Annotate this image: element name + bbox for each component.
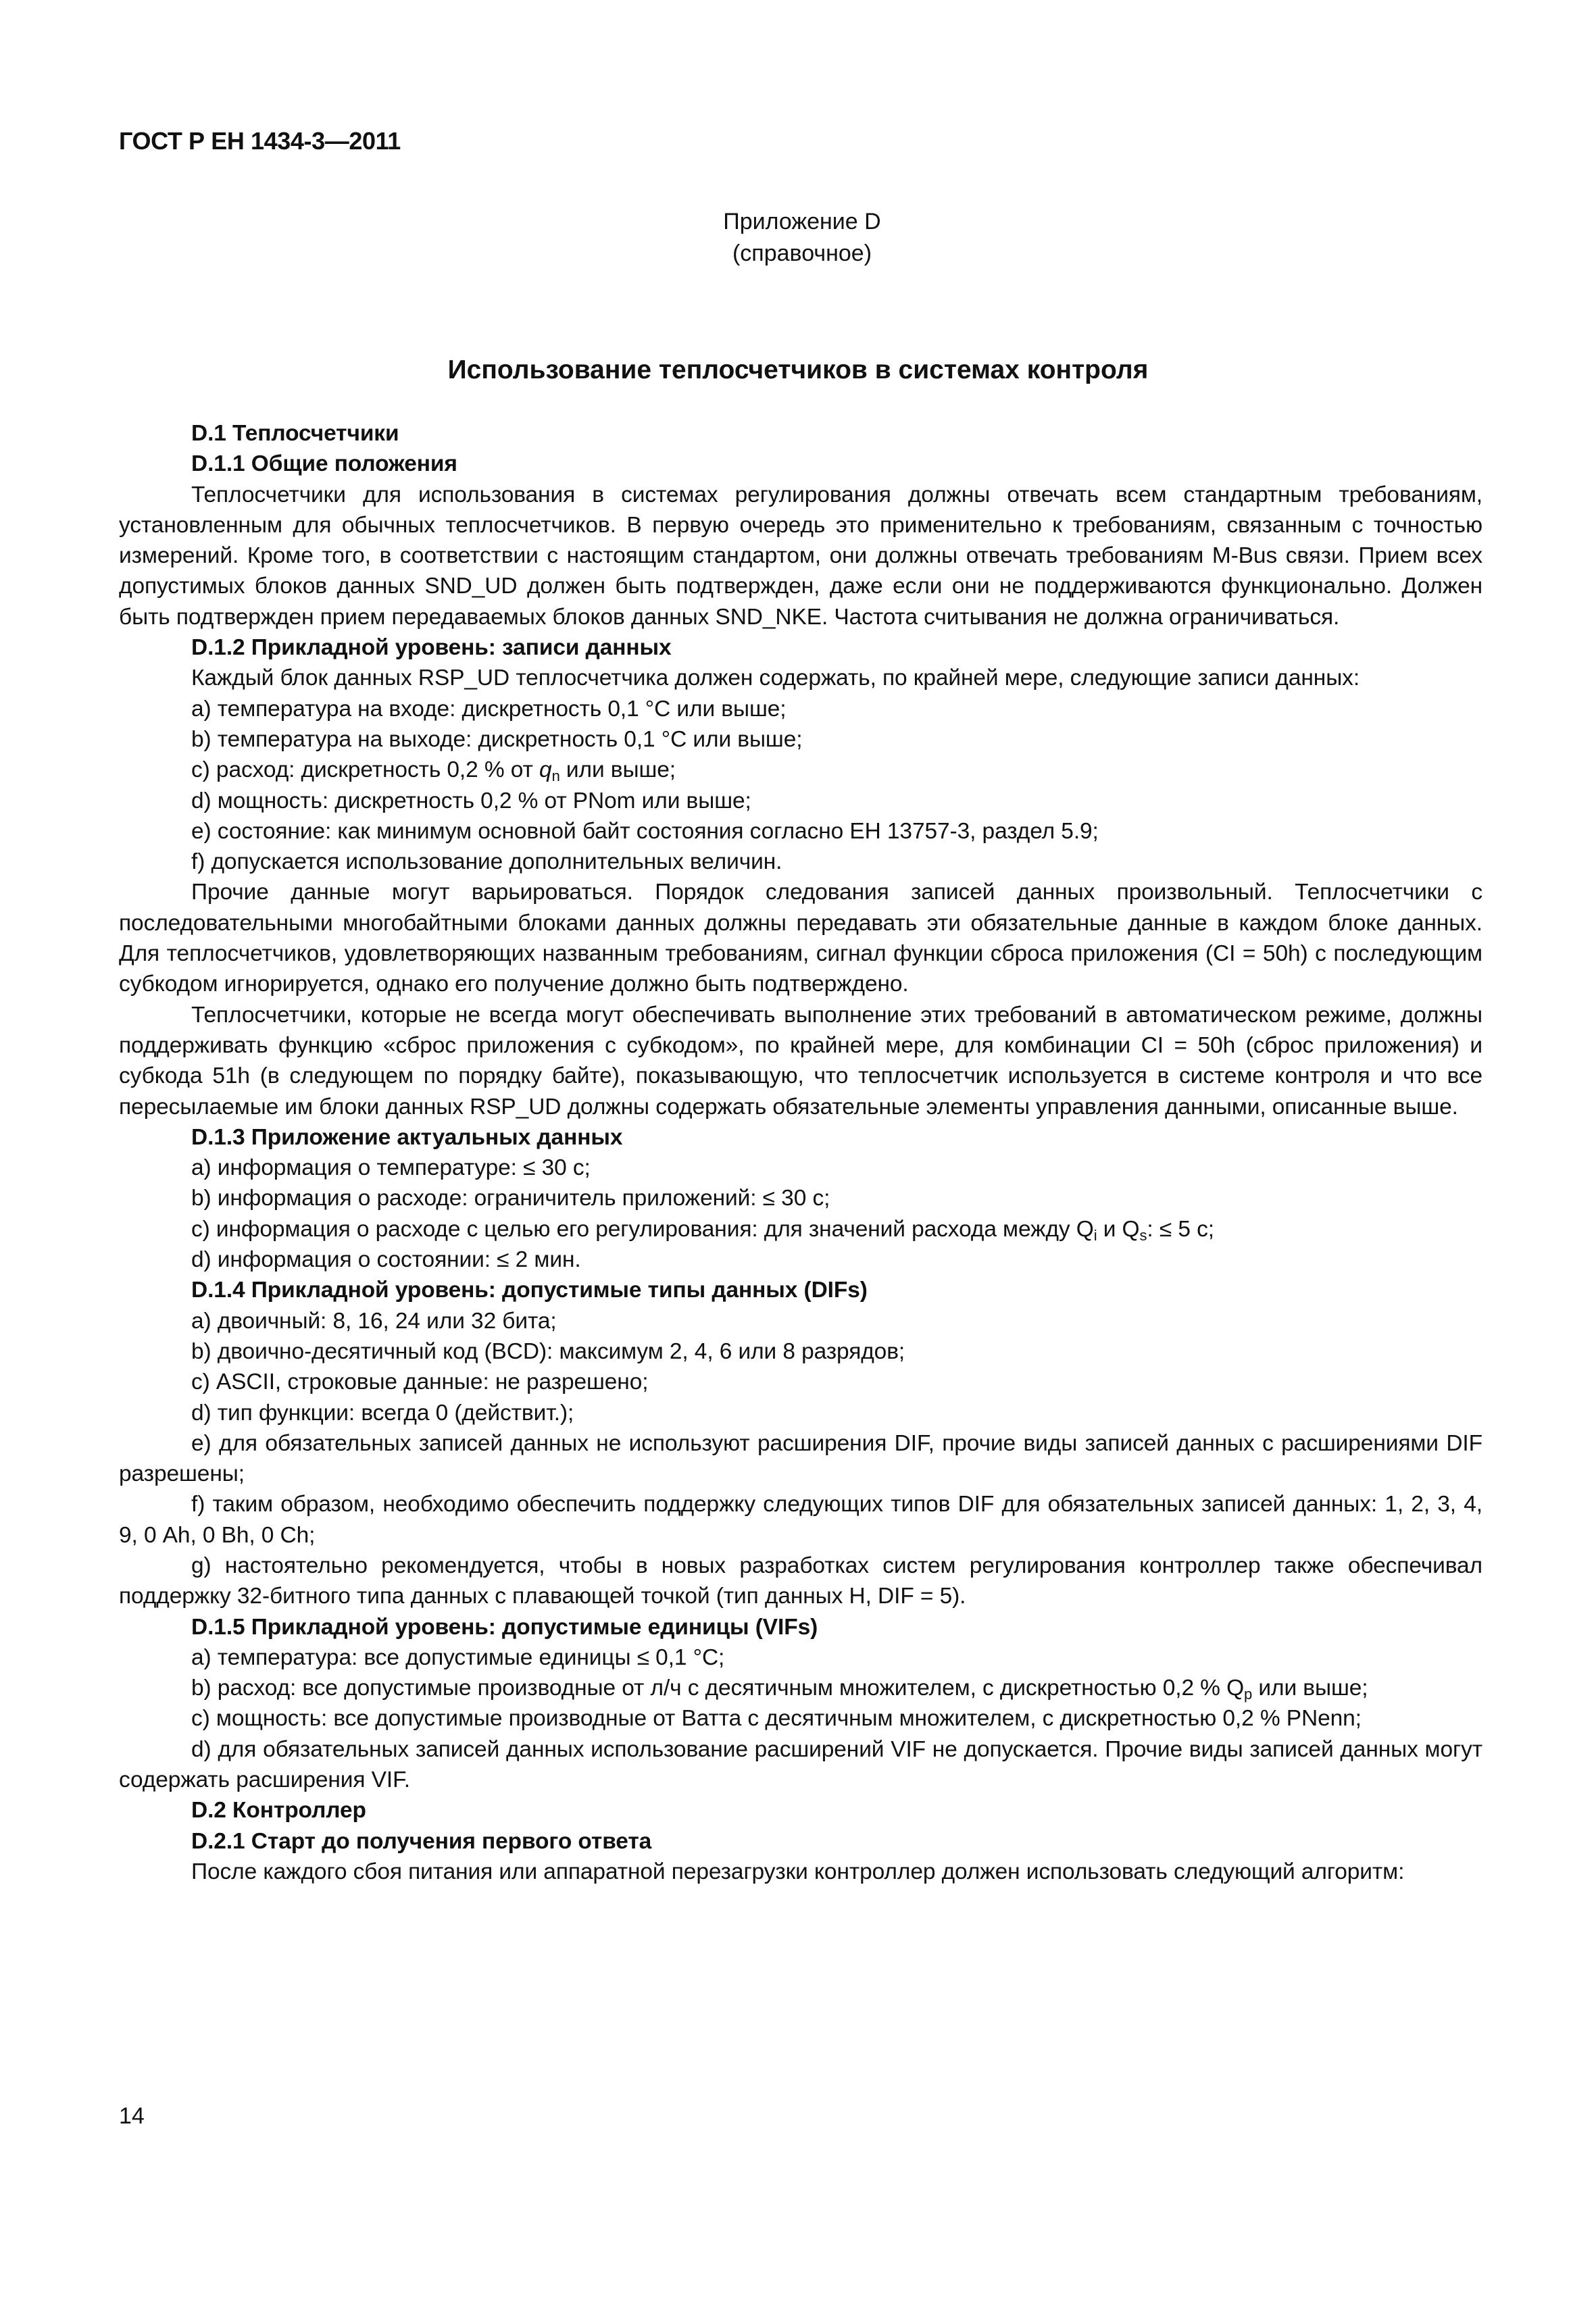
section-heading: D.2.1 Старт до получения первого ответа [191, 1828, 652, 1854]
list-item: е) состояние: как минимум основной байт состояния согласно ЕН 13757-3, раздел 5.9; [191, 818, 1099, 844]
list-item: а) температура: все допустимые единицы ≤ 0,1 °С; [191, 1644, 725, 1670]
list-item: с) информация о расходе с целью его регулирования: для значений расхода между $Q_i$ и $Q_s$: ≤ 5 с; [191, 1216, 1214, 1244]
section-heading: D.1.4 Прикладной уровень: допустимые типы данных (DIFs) [191, 1278, 868, 1303]
section-heading: D.1.3 Приложение актуальных данных [191, 1124, 623, 1150]
list-item: b) двоично-десятичный код (BCD): максимум 2, 4, 6 или 8 разрядов; [191, 1338, 905, 1364]
page-number: 14 [119, 2103, 145, 2129]
paragraph: Теплосчетчики для использования в системах регулирования должны отвечать всем стандартным требованиям, установленным для обычных теплосчетчиков. В первую очередь это применительно к требованиям, связанным с точностью измерений. Кроме того, в соответствии с настоящим стандартом, они должны отвечать требованиям M-Bus связи. Прием всех допустимых блоков данных SND_UD должен быть подтвержден, даже если они не поддерживаются функционально. Должен быть подтвержден прием передаваемых блоков данных SND_NKE. Частота считывания не должна ограничиваться. [119, 482, 1482, 630]
section-heading: D.2 Контроллер [191, 1798, 366, 1823]
appendix-label: Приложение D [723, 209, 881, 234]
list-item: f) таким образом, необходимо обеспечить поддержку следующих типов DIF для обязательных записей данных: 1, 2, 3, 4, 9, 0 Ah, 0 Bh, 0 Ch; [119, 1492, 1482, 1548]
appendix-type: (справочное) [732, 241, 872, 266]
appendix-title: Использование теплосчетчиков в системах контроля [447, 355, 1149, 384]
list-item: b) температура на выходе: дискретность 0,1 °С или выше; [191, 726, 803, 752]
list-item: b) информация о расходе: ограничитель приложений: ≤ 30 с; [191, 1186, 830, 1211]
list-item: е) для обязательных записей данных не используют расширения DIF, прочие виды записей данных с расширениями DIF разрешены; [119, 1430, 1482, 1487]
list-item: d) информация о состоянии: ≤ 2 мин. [191, 1247, 581, 1273]
section-heading: D.1.2 Прикладной уровень: записи данных [191, 635, 672, 661]
section-heading: D.1.1 Общие положения [191, 451, 457, 477]
list-item: а) информация о температуре: ≤ 30 с; [191, 1155, 591, 1181]
list-item: d) мощность: дискретность 0,2 % от PNom или выше; [191, 788, 751, 813]
section-heading: D.1 Теплосчетчики [191, 421, 399, 446]
list-item: d) тип функции: всегда 0 (действит.); [191, 1400, 574, 1426]
appendix-heading [0, 206, 1596, 270]
list-item: d) для обязательных записей данных использование расширений VIF не допускается. Прочие виды записей данных могут содержать расширения VIF. [119, 1736, 1482, 1793]
paragraph: Каждый блок данных RSP_UD теплосчетчика должен содержать, по крайней мере, следующие записи данных: [191, 665, 1360, 691]
list-item: с) ASCII, строковые данные: не разрешено; [191, 1369, 649, 1395]
standard-designation: ГОСТ Р ЕН 1434-3—2011 [119, 127, 401, 155]
list-item: а) температура на входе: дискретность 0,1 °С или выше; [191, 696, 787, 722]
list-item: g) настоятельно рекомендуется, чтобы в новых разработках систем регулирования контроллер также обеспечивал поддержку 32-битного типа данных с плавающей точкой (тип данных H, DIF = 5). [119, 1553, 1482, 1609]
list-item: а) двоичный: 8, 16, 24 или 32 бита; [191, 1308, 557, 1334]
paragraph: После каждого сбоя питания или аппаратной перезагрузки контроллер должен использовать следующий алгоритм: [191, 1859, 1405, 1884]
document-body [119, 418, 1482, 1887]
list-item: f) допускается использование дополнительных величин. [191, 849, 782, 875]
paragraph: Прочие данные могут варьироваться. Порядок следования записей данных произвольный. Теплосчетчики с последовательными многобайтными блоками данных должны передавать эти обязательные данные в каждом блоке данных. Для теплосчетчиков, удовлетворяющих названным требованиям, сигнал функции сброса приложения (CI = 50h) с последующим субкодом игнорируется, однако его получение должно быть подтверждено. [119, 880, 1482, 997]
paragraph: Теплосчетчики, которые не всегда могут обеспечивать выполнение этих требований в автоматическом режиме, должны поддерживать функцию «сброс приложения с субкодом», по крайней мере, для комбинации CI = 50h (сброс приложения) и субкода 51h (в следующем по порядку байте), показывающую, что теплосчетчик используется в системе контроля и что все пересылаемые им блоки данных RSP_UD должны содержать обязательные элементы управления данными, описанные выше. [119, 1002, 1482, 1120]
list-item: b) расход: все допустимые производные от л/ч с десятичным множителем, с дискретностью 0,2 % $Q_p$ или выше; [191, 1676, 1368, 1703]
list-item: с) мощность: все допустимые производные от Ватта с десятичным множителем, с дискретностью 0,2 % PNenn; [191, 1706, 1362, 1732]
section-heading: D.1.5 Прикладной уровень: допустимые единицы (VIFs) [191, 1614, 818, 1640]
list-item: с) расход: дискретность 0,2 % от $q_n$ или выше; [191, 757, 676, 785]
